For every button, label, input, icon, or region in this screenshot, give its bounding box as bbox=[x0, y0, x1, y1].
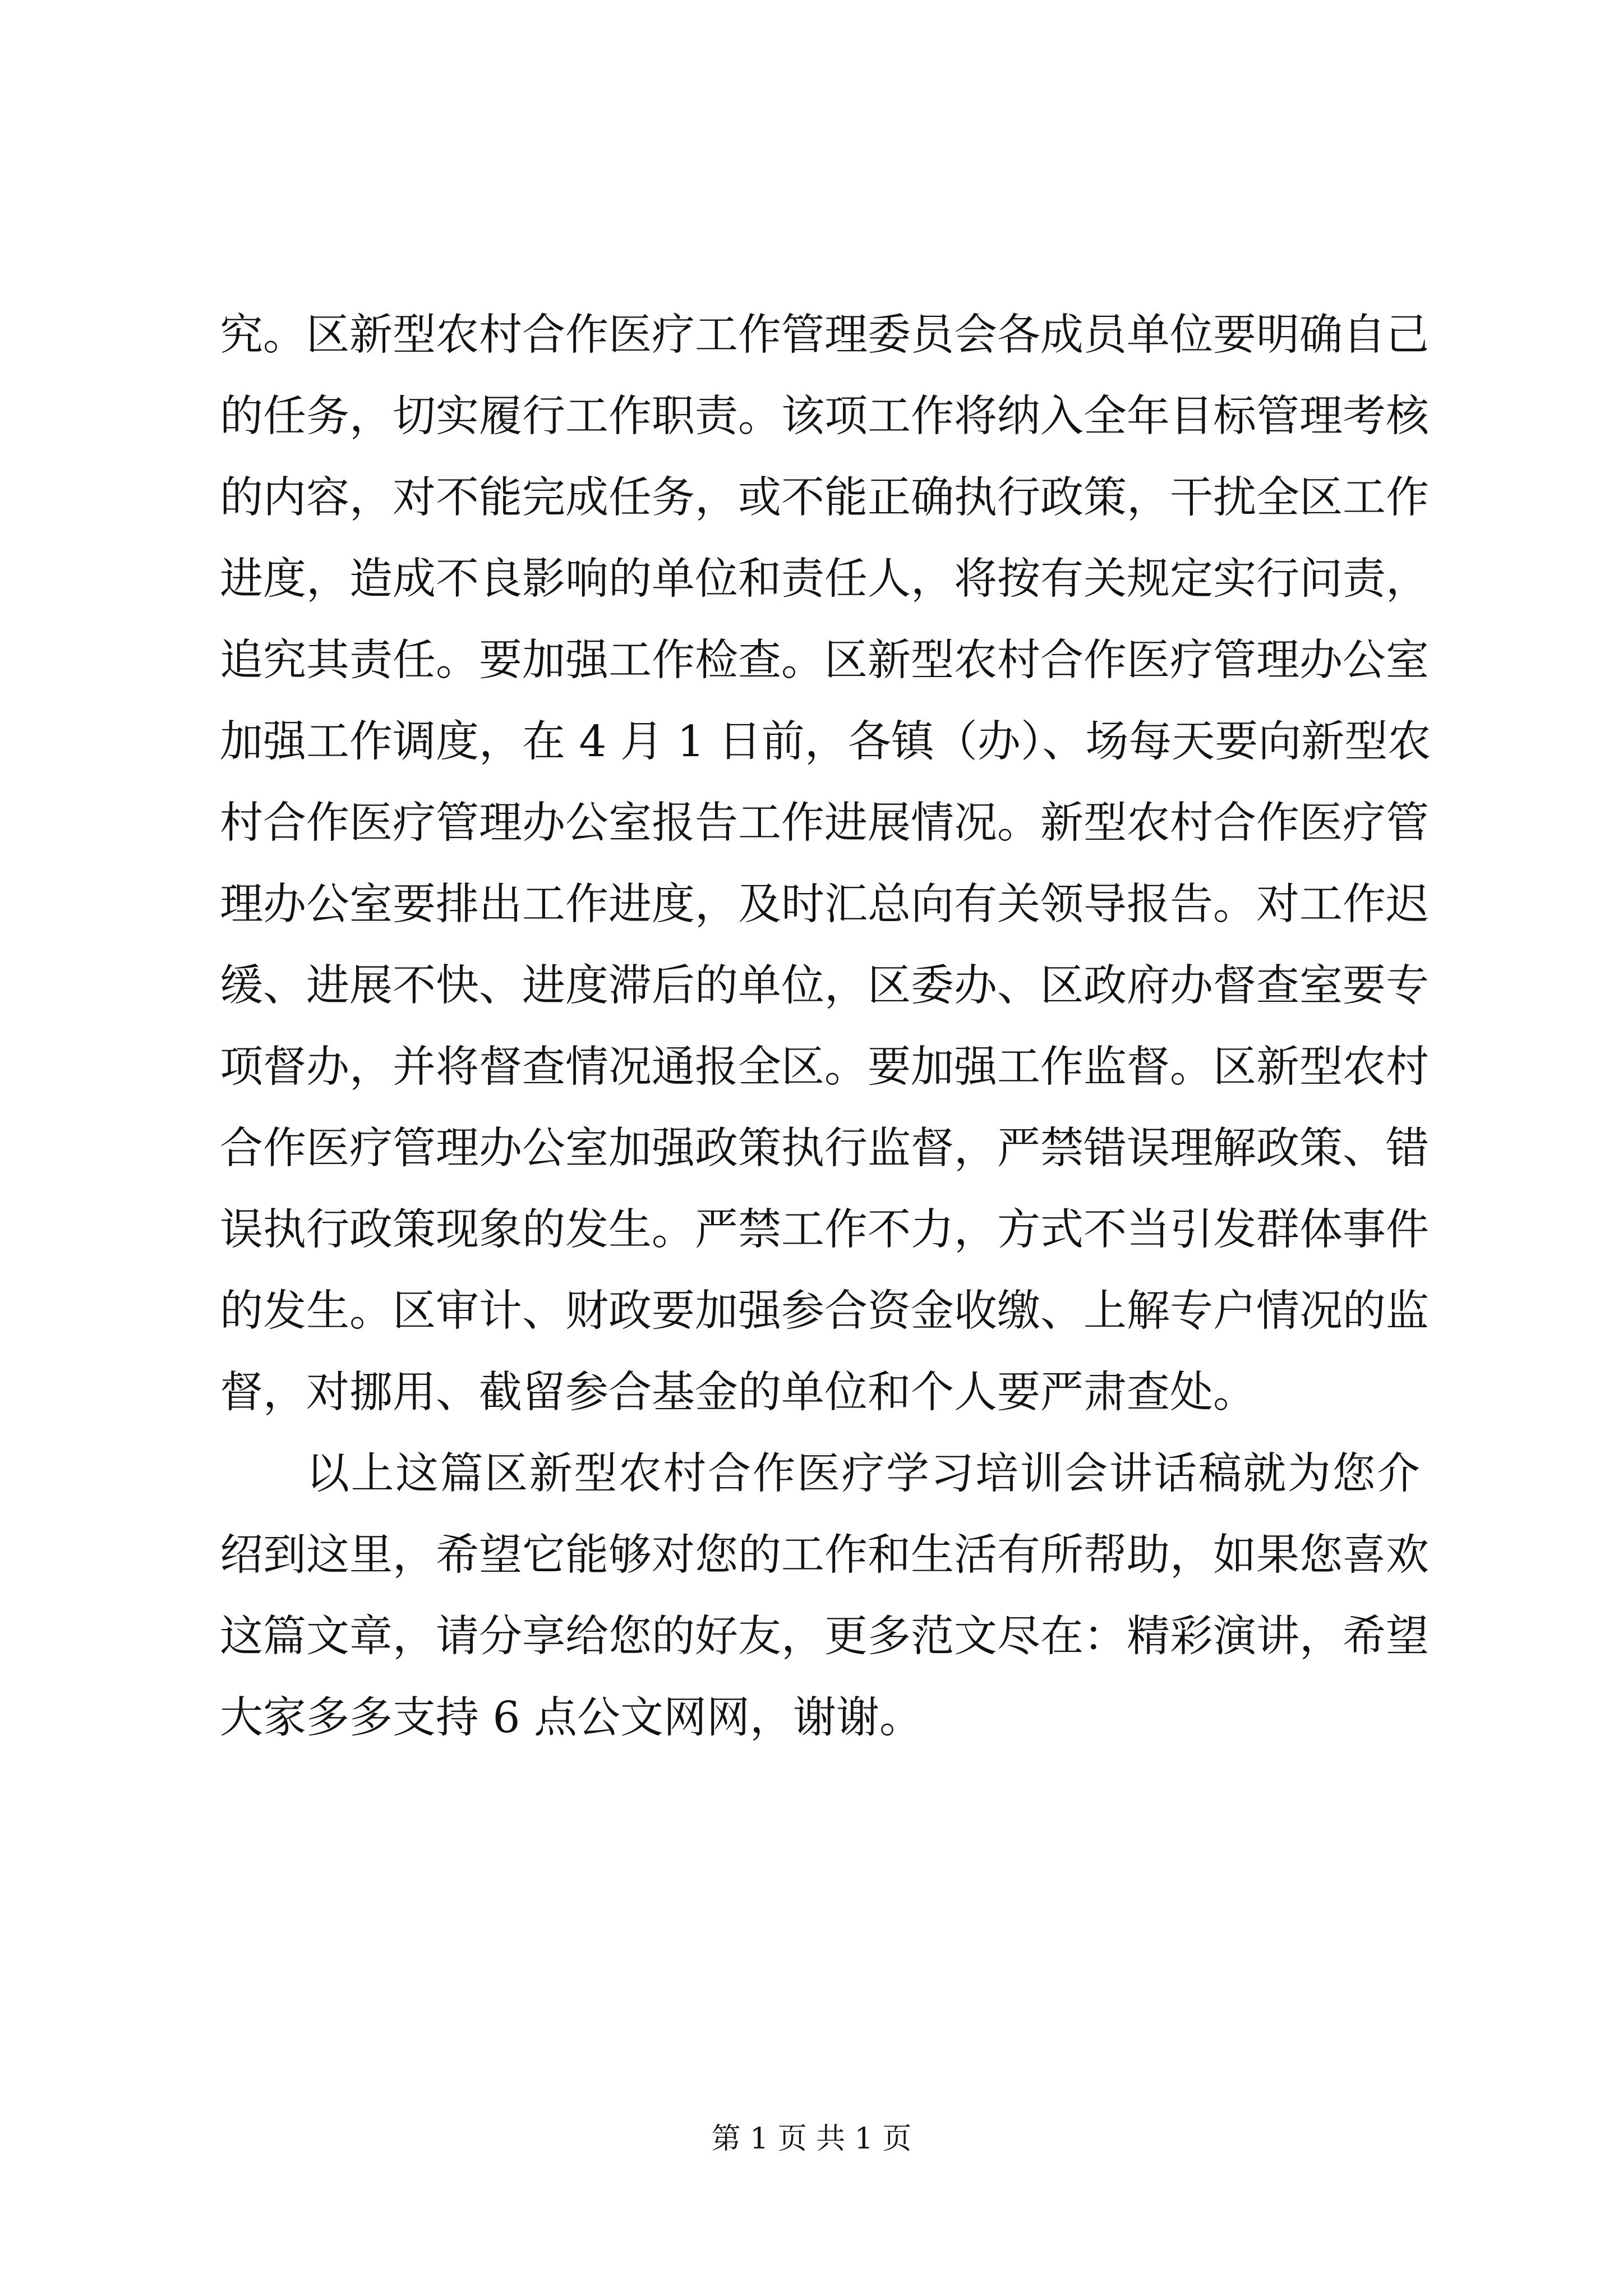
text-line: 的内容，对不能完成任务，或不能正确执行政策，干扰全区工作 bbox=[220, 473, 1429, 523]
text-line: 的任务，切实履行工作职责。该项工作将纳入全年目标管理考核 bbox=[220, 392, 1429, 441]
text-line: 合作医疗管理办公室加强政策执行监督，严禁错误理解政策、错 bbox=[220, 1124, 1429, 1174]
text-line: 督，对挪用、截留参合基金的单位和个人要严肃查处。 bbox=[220, 1368, 1256, 1418]
text-line: 大家多多支持 6 点公文网网，谢谢。 bbox=[220, 1693, 923, 1743]
text-line: 进度，造成不良影响的单位和责任人，将按有关规定实行问责， bbox=[220, 554, 1429, 604]
text-line: 缓、进展不快、进度滞后的单位，区委办、区政府办督查室要专 bbox=[220, 961, 1429, 1011]
text-line: 以上这篇区新型农村合作医疗学习培训会讲话稿就为您介 bbox=[306, 1449, 1420, 1499]
paragraph-1 bbox=[220, 295, 1431, 1433]
text-line: 追究其责任。要加强工作检查。区新型农村合作医疗管理办公室 bbox=[220, 636, 1429, 685]
text-line: 误执行政策现象的发生。严禁工作不力，方式不当引发群体事件 bbox=[220, 1205, 1429, 1255]
text-line: 究。区新型农村合作医疗工作管理委员会各成员单位要明确自己 bbox=[220, 310, 1429, 360]
page-number-footer: 第 1 页 共 1 页 bbox=[711, 2122, 912, 2156]
text-line: 这篇文章，请分享给您的好友，更多范文尽在：精彩演讲，希望 bbox=[220, 1612, 1429, 1662]
text-line: 村合作医疗管理办公室报告工作进展情况。新型农村合作医疗管 bbox=[220, 798, 1429, 848]
document-body bbox=[220, 295, 1431, 1759]
text-line: 项督办，并将督查情况通报全区。要加强工作监督。区新型农村 bbox=[220, 1042, 1429, 1092]
text-line: 的发生。区审计、财政要加强参合资金收缴、上解专户情况的监 bbox=[220, 1286, 1429, 1336]
text-line: 绍到这里，希望它能够对您的工作和生活有所帮助，如果您喜欢 bbox=[220, 1530, 1429, 1580]
paragraph-2 bbox=[220, 1433, 1429, 1759]
text-line: 加强工作调度，在 4 月 1 日前，各镇（办）、场每天要向新型农 bbox=[220, 717, 1431, 767]
text-line: 理办公室要排出工作进度，及时汇总向有关领导报告。对工作迟 bbox=[220, 880, 1429, 930]
